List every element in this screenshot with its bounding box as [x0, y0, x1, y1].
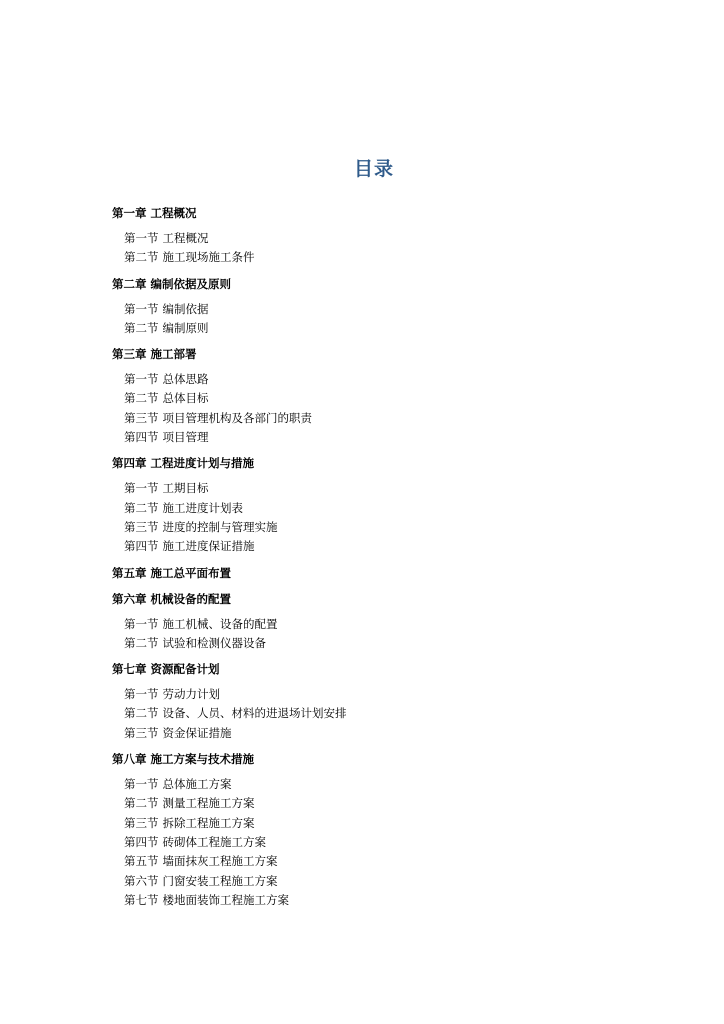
toc-section-entry[interactable]	[112, 704, 672, 723]
section-number: 第一节	[124, 372, 159, 387]
chapter-title: 施工部署	[150, 347, 197, 362]
toc-section-entry[interactable]	[112, 479, 672, 498]
toc-section-entry[interactable]	[112, 891, 672, 910]
chapter-number: 第一章	[112, 206, 147, 220]
section-title: 试验和检测仪器设备	[162, 635, 266, 650]
toc-section-entry[interactable]	[112, 518, 672, 537]
section-title: 施工现场施工条件	[162, 250, 255, 265]
section-title: 项目管理	[162, 430, 209, 445]
section-title: 进度的控制与管理实施	[162, 519, 278, 534]
chapter-number: 第五章	[112, 565, 147, 580]
chapter-title: 施工方案与技术措施	[150, 752, 254, 767]
toc-section-entry[interactable]	[112, 319, 672, 338]
chapter-title: 工程进度计划与措施	[150, 456, 254, 471]
toc-chapter-entry[interactable]	[112, 564, 672, 583]
toc-title: 目录	[353, 158, 394, 180]
toc-section-entry[interactable]	[112, 685, 672, 704]
section-title: 砖砌体工程施工方案	[162, 834, 266, 849]
section-title: 工程概况	[162, 231, 209, 245]
section-number: 第一节	[124, 481, 159, 496]
toc-chapter-entry[interactable]	[112, 750, 672, 769]
toc-section-entry[interactable]	[112, 537, 672, 556]
section-title: 总体思路	[162, 372, 209, 387]
section-title: 劳动力计划	[162, 687, 220, 702]
section-title: 楼地面装饰工程施工方案	[162, 892, 289, 907]
section-title: 总体目标	[162, 391, 209, 406]
section-number: 第四节	[124, 539, 159, 554]
toc-chapter-entry[interactable]	[112, 590, 672, 609]
toc-section-entry[interactable]	[112, 389, 672, 408]
section-title: 施工进度保证措施	[162, 539, 255, 554]
section-number: 第二节	[124, 706, 159, 721]
toc-section-entry[interactable]	[112, 634, 672, 653]
section-number: 第六节	[124, 873, 159, 888]
toc-section-entry[interactable]	[112, 852, 672, 871]
section-title: 设备、人员、材料的进退场计划安排	[162, 706, 347, 721]
toc-section-entry[interactable]	[112, 794, 672, 813]
section-number: 第二节	[124, 796, 159, 811]
section-number: 第一节	[124, 687, 159, 702]
section-number: 第一节	[124, 231, 159, 245]
toc-section-entry[interactable]	[112, 833, 672, 852]
toc-section-entry[interactable]	[112, 229, 672, 248]
section-title: 工期目标	[162, 481, 209, 496]
toc-chapter-entry[interactable]	[112, 660, 672, 679]
section-number: 第二节	[124, 250, 159, 265]
toc-section-entry[interactable]	[112, 775, 672, 794]
chapter-number: 第二章	[112, 276, 147, 291]
toc-chapter-entry[interactable]	[112, 275, 672, 294]
section-title: 测量工程施工方案	[162, 796, 255, 811]
toc-chapter-entry[interactable]	[112, 454, 672, 473]
section-number: 第五节	[124, 854, 159, 869]
chapter-number: 第六章	[112, 591, 147, 606]
section-title: 施工机械、设备的配置	[162, 616, 278, 631]
toc-section-entry[interactable]	[112, 370, 672, 389]
section-number: 第四节	[124, 834, 159, 849]
toc-section-entry[interactable]	[112, 300, 672, 319]
toc-section-entry[interactable]	[112, 499, 672, 518]
toc-section-entry[interactable]	[112, 615, 672, 634]
chapter-title: 工程概况	[150, 206, 197, 220]
toc-section-entry[interactable]	[112, 248, 672, 267]
section-number: 第二节	[124, 320, 159, 335]
toc-section-entry[interactable]	[112, 428, 672, 447]
section-number: 第三节	[124, 410, 159, 425]
section-title: 墙面抹灰工程施工方案	[162, 854, 278, 869]
chapter-number: 第七章	[112, 662, 147, 677]
section-number: 第二节	[124, 635, 159, 650]
section-number: 第一节	[124, 616, 159, 631]
toc-section-entry[interactable]	[112, 724, 672, 743]
section-number: 第三节	[124, 725, 159, 740]
chapter-title: 编制依据及原则	[150, 276, 231, 291]
section-number: 第七节	[124, 892, 159, 907]
chapter-title: 施工总平面布置	[150, 565, 231, 580]
toc-chapter-entry[interactable]	[112, 345, 672, 364]
chapter-title: 资源配备计划	[150, 662, 220, 677]
section-number: 第二节	[124, 391, 159, 406]
section-title: 总体施工方案	[162, 777, 232, 792]
section-title: 编制依据	[162, 301, 209, 316]
section-title: 项目管理机构及各部门的职责	[162, 410, 312, 425]
section-number: 第四节	[124, 430, 159, 445]
section-number: 第一节	[124, 777, 159, 792]
section-title: 编制原则	[162, 320, 209, 335]
toc-list	[112, 204, 672, 910]
section-title: 资金保证措施	[162, 725, 232, 740]
section-number: 第二节	[124, 500, 159, 515]
toc-section-entry[interactable]	[112, 409, 672, 428]
toc-section-entry[interactable]	[112, 872, 672, 891]
toc-section-entry[interactable]	[112, 814, 672, 833]
section-number: 第三节	[124, 519, 159, 534]
section-title: 门窗安装工程施工方案	[162, 873, 278, 888]
toc-chapter-entry[interactable]	[112, 204, 672, 223]
section-number: 第三节	[124, 815, 159, 830]
chapter-number: 第四章	[112, 456, 147, 471]
chapter-number: 第三章	[112, 347, 147, 362]
section-number: 第一节	[124, 301, 159, 316]
section-title: 拆除工程施工方案	[162, 815, 255, 830]
section-title: 施工进度计划表	[162, 500, 243, 515]
chapter-number: 第八章	[112, 752, 147, 767]
chapter-title: 机械设备的配置	[150, 591, 231, 606]
